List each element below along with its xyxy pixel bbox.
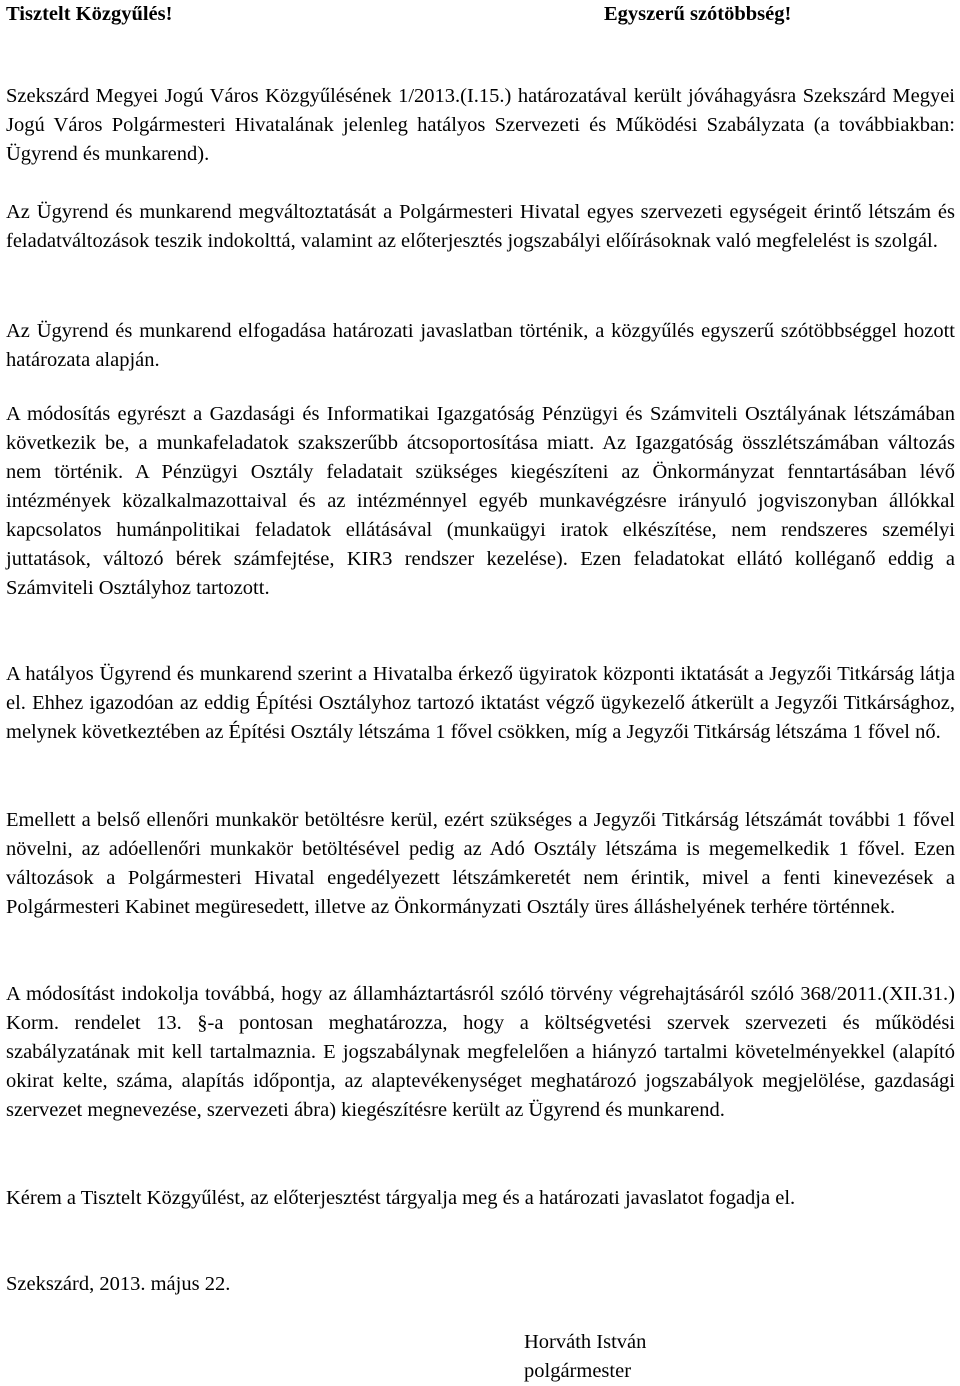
document-page bbox=[6, 0, 955, 1382]
paragraph-adoption: Az Ügyrend és munkarend elfogadása határozati javaslatban történik, a közgyűlés egyszerű szótöbbséggel hozott határozata alapján. bbox=[6, 320, 955, 371]
paragraph-registry-change: A hatályos Ügyrend és munkarend szerint a Hivatalba érkező ügyiratok központi iktatását a Jegyzői Titkárság látja el. Ehhez igazodóan az eddig Építési Osztályhoz tartozó iktatást végző ügykezelő átkerült a Jegyzői Titkársághoz, melynek következtében az Építési Osztály létszáma 1 fővel csökken, míg a Jegyzői Titkárság létszáma 1 fővel nő. bbox=[6, 663, 955, 743]
salutation: Tisztelt Közgyűlés! bbox=[6, 3, 173, 25]
paragraph-staff-change: Emellett a belső ellenőri munkakör betöltésre kerül, ezért szükséges a Jegyzői Titkárság létszámát további 1 fővel növelni, az adóellenőri munkakör betöltésével pedig az Adó Osztály létszáma is megemelkedik 1 fővel. Ezen változások a Polgármesteri Hivatal engedélyezett létszámkeretét nem érintik, mivel a fenti kinevezések a Polgármesteri Kabinet megüresedett, illetve az Önkormányzati Osztály üres álláshelyének terhére történnek. bbox=[6, 809, 955, 918]
signature-block bbox=[524, 1328, 646, 1386]
paragraph-request: Kérem a Tisztelt Közgyűlést, az előterjesztést tárgyalja meg és a határozati javaslatot fogadja el. bbox=[6, 1187, 796, 1209]
document-header bbox=[6, 0, 955, 29]
dateline: Szekszárd, 2013. május 22. bbox=[6, 1273, 231, 1295]
paragraph-legal-basis: A módosítást indokolja továbbá, hogy az államháztartásról szóló törvény végrehajtásáról szóló 368/2011.(XII.31.) Korm. rendelet 13. §-a pontosan meghatározza, hogy a költségvetési szervek szervezeti és működési szabályzatának mit kell tartalmaznia. E jogszabálynak megfelelően a hiányzó tartalmi követelményekkel (alapító okirat kelte, száma, alapítás időpontja, az alaptevékenységet meghatározó jogszabályok megjelölése, gazdasági szervezet megnevezése, szervezeti ábra) kiegészítésre került az Ügyrend és munkarend. bbox=[6, 983, 955, 1121]
paragraph-reason: Az Ügyrend és munkarend megváltoztatását a Polgármesteri Hivatal egyes szervezeti egységeit érintő létszám és feladatváltozások teszik indokolttá, valamint az előterjesztés jogszabályi előírásoknak való megfelelést is szolgál. bbox=[6, 201, 955, 252]
paragraph-finance-change: A módosítás egyrészt a Gazdasági és Informatikai Igazgatóság Pénzügyi és Számviteli Osztályának létszámában következik be, a munkafeladatok szakszerűbb átcsoportosítása miatt. Az Igazgatóság összlétszámában változás nem történik. A Pénzügyi Osztály feladatait szükséges kiegészíteni az Önkormányzat fenntartásában lévő intézmények közalkalmazottaival és az intézménnyel egyéb munkavégzésre irányuló jogviszonyban állókkal kapcsolatos humánpolitikai feladatok ellátásával (munkaügyi iratok elkészítése, nem rendszeres személyi juttatások, változó bérek számfejtése, KIR3 rendszer kezelése). Ezen feladatokat ellátó kolléganő eddig a Számviteli Osztályhoz tartozott. bbox=[6, 403, 955, 599]
signatory-name: Horváth István bbox=[524, 1331, 647, 1353]
majority-note: Egyszerű szótöbbség! bbox=[604, 3, 792, 25]
signatory-title: polgármester bbox=[524, 1360, 632, 1382]
paragraph-intro: Szekszárd Megyei Jogú Város Közgyűlésének 1/2013.(I.15.) határozatával került jóváhagyásra Szekszárd Megyei Jogú Város Polgármesteri Hivatalának jelenleg hatályos Szervezeti és Működési Szabályzata (a továbbiakban: Ügyrend és munkarend). bbox=[6, 85, 955, 165]
